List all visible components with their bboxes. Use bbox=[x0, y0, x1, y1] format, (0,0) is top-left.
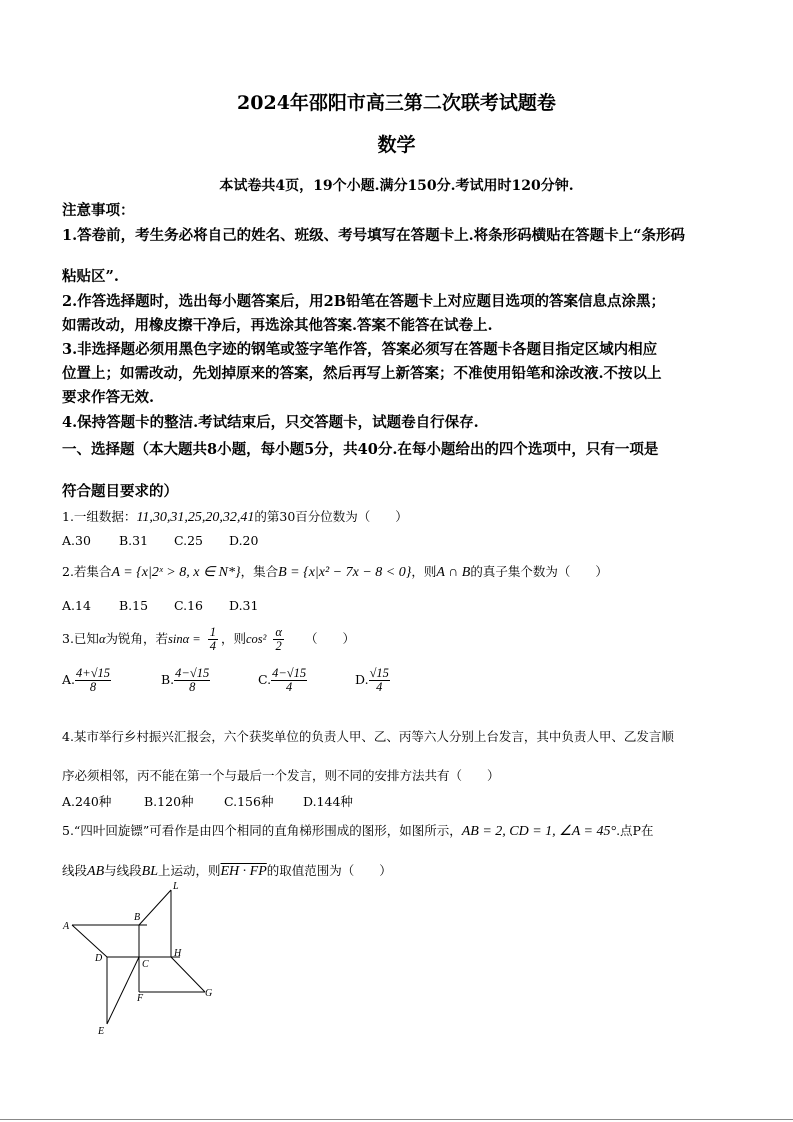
figure-label-e: E bbox=[98, 1026, 105, 1037]
q4-option-b: B.120种 bbox=[144, 794, 194, 809]
q3-text-4: （ ） bbox=[304, 631, 355, 647]
q5-text-2: .点P在 bbox=[616, 823, 654, 838]
note-2-line-1: 2.作答选择题时，选出每小题答案后，用2B铅笔在答题卡上对应题目选项的答案信息点涂黑； bbox=[62, 293, 665, 310]
q4-option-c: C.156种 bbox=[224, 794, 274, 809]
q3-fraction-den: 4 bbox=[209, 639, 216, 654]
question-4-line-2: 序必须相邻，丙不能在第一个与最后一个发言，则不同的安排方法共有（ ） bbox=[62, 768, 500, 783]
q1-option-c: C.25 bbox=[174, 533, 203, 548]
section-1-heading: 一、选择题（本大题共8小题，每小题5分，共40分.在每小题给出的四个选项中，只有一项是 bbox=[62, 441, 659, 458]
q5-text-1: 5.“四叶回旋镖”可看作是由四个相同的直角梯形围成的图形，如图所示， bbox=[62, 823, 462, 838]
q1-data: 11,30,31,25,20,32,41 bbox=[136, 510, 255, 525]
q3-option-b-label: B. bbox=[161, 672, 175, 688]
exam-info: 本试卷共4页，19个小题.满分150分.考试用时120分钟. bbox=[219, 178, 574, 194]
q2-text-2: ，集合 bbox=[240, 564, 279, 579]
figure-line-ce bbox=[107, 957, 139, 1024]
q3-option-a-num: 4+√15 bbox=[76, 666, 111, 680]
q3-option-c-den: 4 bbox=[285, 680, 293, 695]
note-1-line-1: 1.答卷前，考生务必将自己的姓名、班级、考号填写在答题卡上.将条形码横贴在答题卡上“条形码 bbox=[62, 227, 686, 244]
boomerang-figure bbox=[60, 878, 220, 1043]
q1-option-b: B.31 bbox=[119, 533, 149, 548]
q5-seg-ab: AB bbox=[87, 864, 105, 879]
q3-option-c-frac bbox=[271, 667, 307, 694]
figure-label-c: C bbox=[142, 959, 149, 970]
figure-label-h: H bbox=[174, 948, 182, 959]
q3-alpha: α bbox=[98, 632, 106, 647]
note-3-line-2: 位置上；如需改动，先划掉原来的答案，然后再写上新答案；不准使用铅笔和涂改液.不按以上 bbox=[62, 365, 662, 382]
q5-text-6: 的取值范围为（ ） bbox=[266, 863, 392, 878]
q2-set-a: A = {x|2ˣ > 8, x ∈ N*} bbox=[111, 565, 241, 580]
q2-option-d: D.31 bbox=[229, 598, 259, 613]
question-4-line-1: 4.某市举行乡村振兴汇报会，六个获奖单位的负责人甲、乙、丙等六人分别上台发言，其中负责人甲、乙发言顺 bbox=[62, 729, 674, 744]
subject-title: 数学 bbox=[377, 134, 416, 156]
figure-label-d: D bbox=[95, 953, 103, 964]
q3-cos: cos² bbox=[245, 632, 267, 647]
q3-fraction bbox=[208, 626, 218, 653]
q5-text-3: 线段 bbox=[62, 863, 88, 878]
q3-option-b-num: 4−√15 bbox=[175, 666, 210, 680]
figure-label-a: A bbox=[63, 921, 70, 932]
note-1-line-2: 粘贴区”. bbox=[62, 268, 119, 285]
q2-text-1: 2.若集合 bbox=[62, 564, 112, 579]
q3-text-1: 3.已知 bbox=[62, 631, 99, 647]
q5-seg-bl: BL bbox=[141, 864, 158, 879]
q3-option-d bbox=[355, 667, 390, 694]
q3-option-c bbox=[258, 667, 307, 694]
q3-option-d-frac bbox=[369, 667, 390, 694]
q3-option-c-label: C. bbox=[258, 672, 272, 688]
note-2-line-2: 如需改动，用橡皮擦干净后，再选涂其他答案.答案不能答在试卷上. bbox=[62, 317, 493, 334]
question-5-line-1 bbox=[62, 821, 653, 840]
q2-option-a: A.14 bbox=[62, 598, 91, 613]
q3-option-b-frac bbox=[174, 667, 210, 694]
note-3-line-1: 3.非选择题必须用黑色字迹的钢笔或签字笔作答，答案必须写在答题卡各题目指定区域内相应 bbox=[62, 341, 658, 358]
q4-option-a: A.240种 bbox=[62, 794, 112, 809]
q2-set-b: B = {x|x² − 7x − 8 < 0} bbox=[278, 565, 412, 580]
q3-half-alpha-den: 2 bbox=[275, 639, 282, 654]
q3-option-b-den: 8 bbox=[189, 680, 196, 695]
note-4: 4.保持答题卡的整洁.考试结束后，只交答题卡，试题卷自行保存. bbox=[62, 414, 479, 431]
q3-option-d-label: D. bbox=[355, 672, 369, 688]
figure-label-f: F bbox=[137, 993, 144, 1004]
question-1 bbox=[62, 507, 408, 526]
q3-text-3: ，则 bbox=[220, 631, 246, 647]
page-bottom-rule bbox=[0, 1119, 793, 1120]
q1-option-a: A.30 bbox=[62, 533, 91, 548]
q3-option-a-frac bbox=[75, 667, 111, 694]
q3-option-d-den: 4 bbox=[376, 680, 383, 695]
q3-option-b bbox=[161, 667, 210, 694]
q5-text-5: 上运动，则 bbox=[157, 863, 221, 878]
q5-vector-product: EH · FP bbox=[220, 864, 267, 879]
figure-label-b: B bbox=[134, 912, 141, 923]
question-2 bbox=[62, 562, 608, 581]
q1-prefix: 1.一组数据： bbox=[62, 509, 137, 524]
q3-text-2: 为锐角，若 bbox=[105, 631, 169, 647]
q4-option-d: D.144种 bbox=[303, 794, 353, 809]
q3-half-alpha-num: α bbox=[275, 625, 282, 639]
q2-text-4: 的真子集个数为（ ） bbox=[470, 564, 608, 579]
q3-option-a-label: A. bbox=[62, 672, 76, 688]
q3-option-c-num: 4−√15 bbox=[272, 666, 307, 680]
figure-label-l: L bbox=[173, 881, 179, 892]
q3-option-a bbox=[62, 667, 111, 694]
q2-intersection: A ∩ B bbox=[436, 565, 471, 580]
figure-line-cg bbox=[171, 957, 205, 992]
note-3-line-3: 要求作答无效. bbox=[62, 389, 155, 406]
q5-text-4: 与线段 bbox=[104, 863, 142, 878]
notes-heading: 注意事项： bbox=[62, 202, 135, 219]
q3-sin: sinα = bbox=[168, 632, 201, 647]
q2-option-b: B.15 bbox=[119, 598, 149, 613]
section-1-heading-cont: 符合题目要求的） bbox=[62, 483, 178, 500]
q3-half-alpha bbox=[273, 626, 284, 653]
exam-title: 2024年邵阳市高三第二次联考试题卷 bbox=[237, 92, 556, 114]
q3-fraction-num: 1 bbox=[209, 625, 216, 639]
q1-suffix: 的第30百分位数为（ ） bbox=[254, 509, 408, 524]
q3-option-d-num: √15 bbox=[369, 666, 389, 680]
q2-text-3: ，则 bbox=[411, 564, 437, 579]
q5-given: AB = 2, CD = 1, ∠A = 45° bbox=[461, 824, 617, 839]
q3-option-a-den: 8 bbox=[89, 680, 97, 695]
figure-label-g: G bbox=[205, 988, 213, 999]
q2-option-c: C.16 bbox=[174, 598, 203, 613]
q1-option-d: D.20 bbox=[229, 533, 259, 548]
question-3 bbox=[62, 626, 355, 653]
figure-line-bl bbox=[139, 890, 171, 925]
